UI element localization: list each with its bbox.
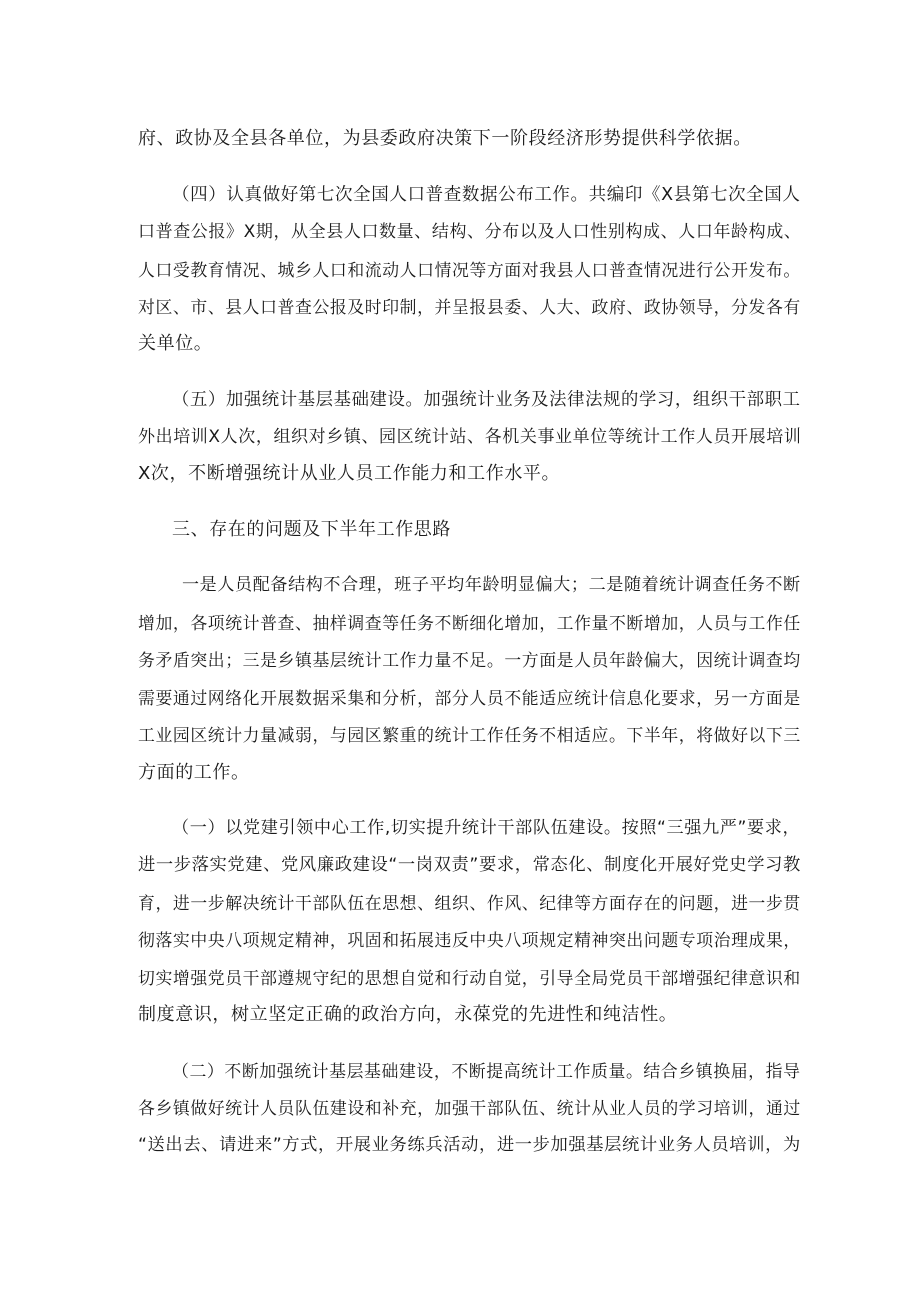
paragraph-line: （二）不断加强统计基层基础建设，不断提高统计工作质量。结合乡镇换届，指导 xyxy=(172,1061,801,1081)
paragraph-line: 对区、市、县人口普查公报及时印制，并呈报县委、人大、政府、政协领导，分发各有 xyxy=(138,297,801,317)
section-heading: 三、存在的问题及下半年工作思路 xyxy=(172,519,451,540)
paragraph-line: 人口受教育情况、城乡人口和流动人口情况等方面对我县人口普查情况进行公开发布。 xyxy=(138,260,801,280)
paragraph-line: 切实增强党员干部遵规守纪的思想自觉和行动自觉，引导全局党员干部增强纪律意识和 xyxy=(138,968,801,988)
paragraph-line: 工业园区统计力量减弱，与园区繁重的统计工作任务不相适应。下半年，将做好以下三 xyxy=(138,725,801,745)
paragraph-line: 彻落实中央八项规定精神，巩固和拓展违反中央八项规定精神突出问题专项治理成果， xyxy=(138,930,801,950)
paragraph-line: 口普查公报》X期，从全县人口数量、结构、分布以及人口性别构成、人口年龄构成、 xyxy=(138,222,802,242)
paragraph-line: 府、政协及全县各单位，为县委政府决策下一阶段经济形势提供科学依据。 xyxy=(138,128,752,149)
paragraph-line: 外出培训X人次，组织对乡镇、园区统计站、各机关事业单位等统计工作人员开展培训 xyxy=(138,427,802,447)
paragraph-line: 进一步落实党建、党风廉政建设“一岗双责”要求，常态化、制度化开展好党史学习教 xyxy=(138,855,801,875)
paragraph-line: （一）以党建引领中心工作,切实提升统计干部队伍建设。按照“三强九严”要求， xyxy=(172,818,801,838)
paragraph-line: 关单位。 xyxy=(138,333,213,354)
paragraph-line: 务矛盾突出；三是乡镇基层统计工作力量不足。一方面是人员年龄偏大，因统计调查均 xyxy=(138,650,801,670)
paragraph-line: 增加，各项统计普查、抽样调查等任务不断细化增加，工作量不断增加，人员与工作任 xyxy=(138,613,801,633)
paragraph-line: 一是人员配备结构不合理，班子平均年龄明显偏大；二是随着统计调查任务不断 xyxy=(182,575,801,595)
paragraph-line: （四）认真做好第七次全国人口普查数据公布工作。共编印《X县第七次全国人 xyxy=(172,185,801,205)
paragraph-line: “送出去、请进来”方式，开展业务练兵活动，进一步加强基层统计业务人员培训，为 xyxy=(138,1135,801,1155)
paragraph-line: 各乡镇做好统计人员队伍建设和补充，加强干部队伍、统计从业人员的学习培训，通过 xyxy=(138,1098,801,1118)
paragraph-line: 育，进一步解决统计干部队伍在思想、组织、作风、纪律等方面存在的问题，进一步贯 xyxy=(138,893,801,913)
paragraph-line: 需要通过网络化开展数据采集和分析，部分人员不能适应统计信息化要求，另一方面是 xyxy=(138,688,801,708)
paragraph-line: 方面的工作。 xyxy=(138,762,250,783)
paragraph-line: X次，不断增强统计从业人员工作能力和工作水平。 xyxy=(138,463,561,484)
paragraph-line: （五）加强统计基层基础建设。加强统计业务及法律法规的学习，组织干部职工 xyxy=(172,390,801,410)
paragraph-line: 制度意识，树立坚定正确的政治方向，永葆党的先进性和纯洁性。 xyxy=(138,1004,678,1025)
